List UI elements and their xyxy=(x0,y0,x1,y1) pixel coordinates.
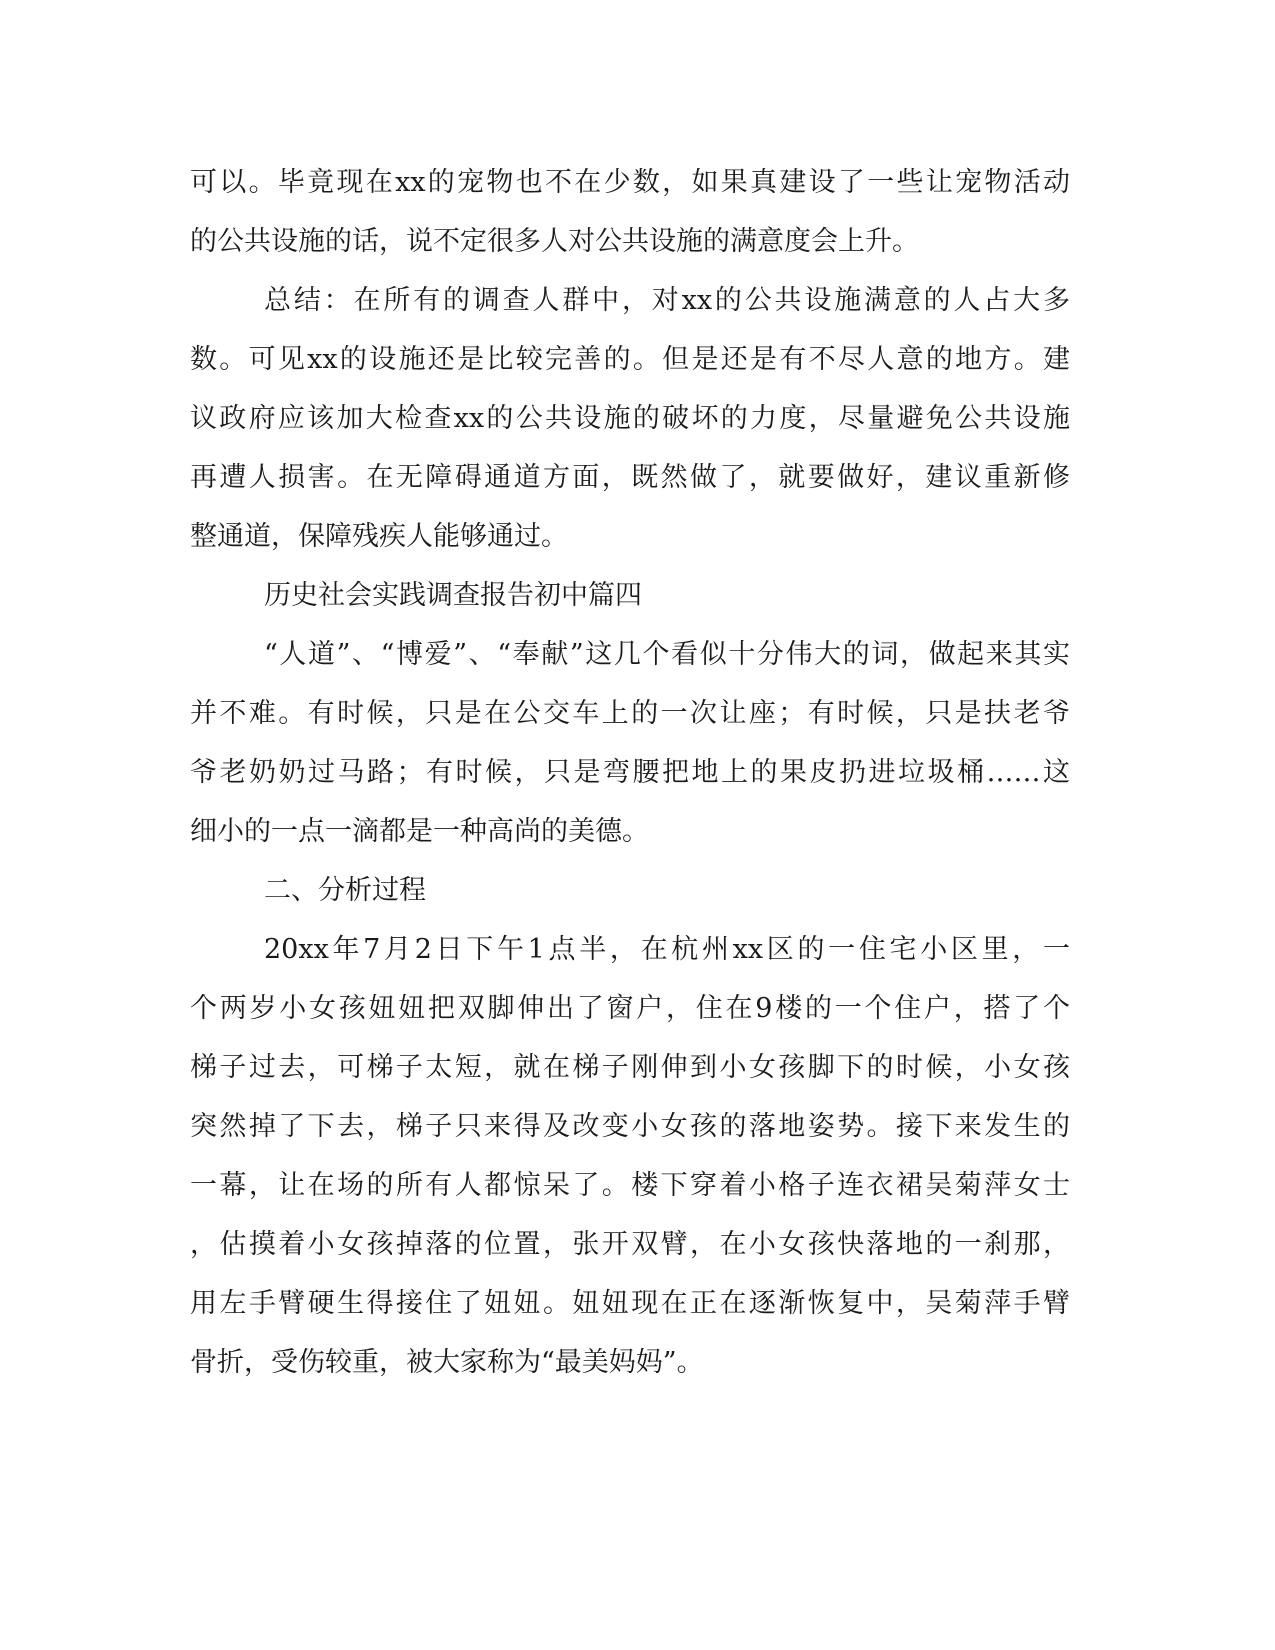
text-line: 数。可见xx的设施还是比较完善的。但是还是有不尽人意的地方。建 xyxy=(190,344,1070,375)
text-line: 用左手臂硬生得接住了妞妞。妞妞现在正在逐渐恢复中，吴菊萍手臂 xyxy=(190,1288,1070,1319)
text-line: 个两岁小女孩妞妞把双脚伸出了窗户，住在9楼的一个住户，搭了个 xyxy=(190,993,1070,1024)
text-line: 整通道，保障残疾人能够通过。 xyxy=(190,521,568,552)
text-line: 并不难。有时候，只是在公交车上的一次让座；有时候，只是扶老爷 xyxy=(190,698,1070,729)
text-line: 总结：在所有的调查人群中，对xx的公共设施满意的人占大多 xyxy=(264,285,1070,316)
text-line: 的公共设施的话，说不定很多人对公共设施的满意度会上升。 xyxy=(190,226,919,257)
text-line: 梯子过去，可梯子太短，就在梯子刚伸到小女孩脚下的时候，小女孩 xyxy=(190,1052,1070,1083)
text-line: “人道”、“博爱”、“奉献”这几个看似十分伟大的词，做起来其实 xyxy=(264,639,1070,670)
text-line: 细小的一点一滴都是一种高尚的美德。 xyxy=(190,816,649,847)
section-heading: 二、分析过程 xyxy=(264,875,426,906)
text-line: 20xx年7月2日下午1点半，在杭州xx区的一住宅小区里，一 xyxy=(264,934,1070,965)
text-line: 可以。毕竟现在xx的宠物也不在少数，如果真建设了一些让宠物活动 xyxy=(190,167,1070,198)
text-line: 突然掉了下去，梯子只来得及改变小女孩的落地姿势。接下来发生的 xyxy=(190,1111,1070,1142)
section-heading: 历史社会实践调查报告初中篇四 xyxy=(264,580,642,611)
text-line: 爷老奶奶过马路；有时候，只是弯腰把地上的果皮扔进垃圾桶……这 xyxy=(190,757,1070,788)
text-line: ，估摸着小女孩掉落的位置，张开双臂，在小女孩快落地的一刹那， xyxy=(190,1229,1070,1260)
text-line: 议政府应该加大检查xx的公共设施的破坏的力度，尽量避免公共设施 xyxy=(190,403,1070,434)
text-line: 骨折，受伤较重，被大家称为“最美妈妈”。 xyxy=(190,1347,704,1378)
text-line: 一幕，让在场的所有人都惊呆了。楼下穿着小格子连衣裙吴菊萍女士 xyxy=(190,1170,1070,1201)
text-line: 再遭人损害。在无障碍通道方面，既然做了，就要做好，建议重新修 xyxy=(190,462,1070,493)
